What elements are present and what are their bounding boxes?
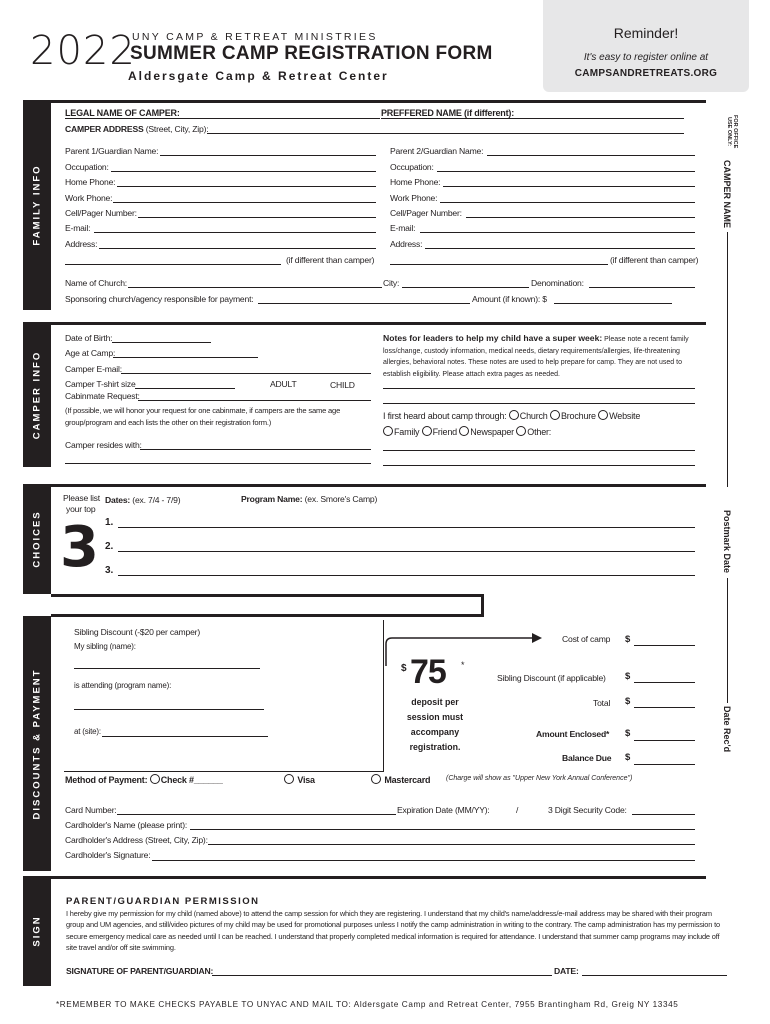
sign-sidebar (23, 876, 51, 986)
heard-row-2 (383, 426, 551, 437)
program-label: Program Name: (241, 494, 303, 504)
p2-work-phone-label: Work Phone: (390, 193, 438, 203)
your-top: your top (66, 504, 96, 514)
deposit-line-4: registration. (409, 742, 461, 752)
age-label: Age at Camp: (65, 348, 116, 358)
p2-home-phone-field[interactable] (443, 186, 695, 187)
radio-visa[interactable] (284, 774, 294, 784)
p1-address-label: Address: (65, 239, 98, 249)
notes-field-1[interactable] (383, 388, 695, 389)
holder-address-label: Cardholder's Address (Street, City, Zip): (65, 835, 208, 845)
choice-3-field[interactable] (118, 575, 695, 576)
sibling-discount-field[interactable] (634, 682, 695, 683)
p1-home-phone-field[interactable] (117, 186, 376, 187)
big-three: 3 (60, 515, 99, 580)
tshirt-adult[interactable]: ADULT (270, 379, 297, 389)
camper-address-label (65, 124, 208, 134)
p1-if-diff: (if different than camper) (286, 255, 375, 265)
resides-field[interactable] (140, 449, 371, 450)
p1-address-field[interactable] (99, 248, 376, 249)
radio-family[interactable] (383, 426, 393, 436)
reminder-box (543, 0, 749, 92)
permission-text: I hereby give my permission for my child (named above) to attend the camp session for which they are registering. I understand that my child's name/address/e-mail address may be shared with their program group and UM agencies, and still/video pictures of my child may be used for promotional purposes unless I notify the camp administration in writing to the contrary. The camp administration has my permission to secure emergency medical care as needed until I can be reached. I understand that properly completed medical information is required for attendance. I understand that summer camp programs may include off site travel and/or off site swimming. (66, 909, 720, 952)
ministry-name: UNY CAMP & RETREAT MINISTRIES (132, 31, 378, 43)
sibling-dollar: $ (625, 671, 631, 682)
heard-other-field[interactable] (383, 450, 695, 451)
sibling-applicable-label: Sibling Discount (if applicable) (497, 673, 606, 683)
deposit-dollar: $ (401, 663, 407, 674)
arrow-line (386, 638, 534, 666)
deposit-asterisk: * (461, 660, 465, 670)
church-field[interactable] (128, 287, 382, 288)
choices-top-rule (51, 484, 706, 487)
holder-sig-field[interactable] (152, 860, 695, 861)
opt-website: Website (609, 411, 641, 421)
camper-sidebar (23, 322, 51, 467)
payment-top-rule (51, 614, 484, 617)
expiration-label: Expiration Date (MM/YY): (397, 805, 490, 815)
preferred-name-field[interactable] (381, 118, 684, 119)
tshirt-child[interactable]: CHILD (330, 380, 355, 390)
family-top-rule (51, 100, 706, 103)
deposit-line-2: session must (406, 712, 464, 722)
payment-section-label: DISCOUNTS & PAYMENT (31, 668, 43, 819)
arrow-head (532, 633, 542, 643)
denomination-field[interactable] (589, 287, 695, 288)
radio-other[interactable] (516, 426, 526, 436)
p1-cell-field[interactable] (138, 217, 376, 218)
dob-field[interactable] (112, 342, 211, 343)
p1-address-field-2[interactable] (65, 264, 281, 265)
p2-address-label: Address: (390, 239, 423, 249)
payment-sidebar (23, 616, 51, 871)
arrow-graphic (384, 628, 549, 668)
p2-if-diff: (if different than camper) (610, 255, 699, 265)
check-label: Check #______ (160, 775, 223, 785)
cost-dollar: $ (625, 634, 631, 645)
opt-friend: Friend (432, 427, 457, 437)
sign-date-label: DATE: (554, 966, 579, 976)
program-header (241, 494, 377, 504)
choices-bottom-rule (51, 594, 481, 597)
radio-brochure[interactable] (550, 410, 560, 420)
choices-sidebar (23, 484, 51, 594)
p1-name-label: Parent 1/Guardian Name: (65, 146, 159, 156)
notes-block (383, 333, 695, 380)
sign-section-label: SIGN (31, 915, 43, 947)
total-label: Total (593, 698, 611, 708)
office-line (727, 232, 728, 487)
center-name: Aldersgate Camp & Retreat Center (128, 69, 389, 83)
age-field[interactable] (113, 357, 258, 358)
footer-note: *REMEMBER TO MAKE CHECKS PAYABLE TO UNYAC AND MAIL TO: Aldersgate Camp and Retreat Center, 7955 Brantingham Rd, Greig NY 13345 (56, 1000, 679, 1009)
please-list: Please list (63, 493, 100, 503)
signature-field[interactable] (212, 975, 552, 976)
p2-occupation-label: Occupation: (390, 162, 434, 172)
opt-church: Church (519, 411, 548, 421)
amount-enclosed-label: Amount Enclosed* (536, 729, 610, 739)
p2-occupation-field[interactable] (437, 171, 695, 172)
balance-due-label: Balance Due (562, 753, 612, 763)
balance-dollar: $ (625, 752, 631, 763)
choice-3-num: 3. (105, 565, 114, 576)
choice-1-num: 1. (105, 517, 114, 528)
dates-label: Dates: (105, 495, 131, 505)
card-number-field[interactable] (117, 814, 396, 815)
mastercard-option (371, 774, 430, 785)
opt-family: Family (394, 427, 420, 437)
dates-example: (ex. 7/4 - 7/9) (132, 495, 181, 505)
opt-newspaper: Newspaper (470, 427, 514, 437)
opt-other: Other: (527, 427, 552, 437)
heard-row-1 (383, 410, 640, 421)
family-sidebar (23, 100, 51, 310)
deposit-line-1: deposit per (411, 697, 459, 707)
holder-address-field[interactable] (208, 844, 695, 845)
legal-name-label: LEGAL NAME OF CAMPER: (65, 108, 180, 118)
holder-name-field[interactable] (190, 829, 695, 830)
program-example: (ex. Smore's Camp) (304, 494, 378, 504)
reminder-subtitle: It's easy to register online at (583, 52, 709, 63)
tshirt-field[interactable] (135, 388, 235, 389)
visa-label: Visa (297, 775, 315, 785)
date-recd-label: Date Rec'd (722, 706, 732, 753)
camper-email-label: Camper E-mail: (65, 364, 122, 374)
dob-label: Date of Birth: (65, 333, 113, 343)
p2-cell-field[interactable] (466, 217, 695, 218)
radio-newspaper[interactable] (459, 426, 469, 436)
sign-date-field[interactable] (582, 975, 727, 976)
church-label: Name of Church: (65, 278, 127, 288)
p1-work-phone-field[interactable] (113, 202, 376, 203)
cost-of-camp-label: Cost of camp (562, 634, 611, 644)
p1-home-phone-label: Home Phone: (65, 177, 116, 187)
tshirt-label: Camper T-shirt size (65, 379, 136, 389)
sponsoring-field[interactable] (258, 303, 470, 304)
opt-brochure: Brochure (560, 411, 596, 421)
choice-1-field[interactable] (118, 527, 695, 528)
sibling-program-field[interactable] (74, 709, 264, 710)
camper-name-label: CAMPER NAME (722, 160, 732, 229)
signature-label: SIGNATURE OF PARENT/GUARDIAN: (66, 966, 214, 976)
camper-address-hint: (Street, City, Zip): (145, 124, 209, 134)
camper-email-field[interactable] (121, 373, 371, 374)
expiration-slash: / (516, 805, 519, 815)
p2-address-field[interactable] (425, 248, 695, 249)
notes-title: Notes for leaders to help my child have a super week: (383, 333, 603, 343)
radio-check[interactable] (150, 774, 160, 784)
deposit-line-3: accompany (410, 727, 460, 737)
radio-mastercard[interactable] (371, 774, 381, 784)
amount-label: Amount (if known): $ (472, 294, 547, 304)
city-label: City: (383, 278, 400, 288)
p2-name-label: Parent 2/Guardian Name: (390, 146, 484, 156)
form-year: 2022 (30, 28, 136, 74)
charge-note: (Charge will show as "Upper New York Annual Conference") (446, 775, 633, 782)
choices-bottom-tick (481, 594, 484, 614)
notes-text: Please note a recent family loss/change, custody information, medical needs, dietary requirements/allergies, life-threatening allergies, behavioral notes. These notes are used to help prepare for camp. They are not used to establish eligibility. Please attach extra pages as needed. (383, 336, 689, 378)
form-title: SUMMER CAMP REGISTRATION FORM (130, 43, 493, 64)
at-site-label: at (site): (74, 727, 101, 736)
radio-church[interactable] (509, 410, 519, 420)
p1-email-label: E-mail: (65, 223, 91, 233)
legal-name-field[interactable] (65, 118, 380, 119)
total-dollar: $ (625, 696, 631, 707)
camper-section-label: CAMPER INFO (31, 350, 43, 439)
method-row (65, 774, 223, 785)
city-field[interactable] (402, 287, 529, 288)
p2-email-field[interactable] (420, 232, 695, 233)
p2-name-field[interactable] (487, 155, 695, 156)
office-use-label: FOR OFFICE USE ONLY: (726, 115, 738, 149)
p1-cell-label: Cell/Pager Number: (65, 208, 137, 218)
notes-field-2[interactable] (383, 403, 695, 404)
attending-label: is attending (program name): (74, 681, 172, 690)
permission-title: PARENT/GUARDIAN PERMISSION (66, 896, 260, 907)
p2-cell-label: Cell/Pager Number: (390, 208, 462, 218)
cabinmate-note: (If possible, we will honor your request for one cabinmate, if campers are the same age group/program and each lists the other on their registration form.) (65, 406, 341, 427)
sibling-name-field[interactable] (74, 668, 260, 669)
enclosed-dollar: $ (625, 728, 631, 739)
reminder-url[interactable]: CAMPSANDRETREATS.ORG (574, 68, 718, 79)
p2-work-phone-field[interactable] (440, 202, 695, 203)
security-label: 3 Digit Security Code: (548, 805, 627, 815)
sibling-site-field[interactable] (102, 736, 268, 737)
postmark-label: Postmark Date (722, 510, 732, 574)
family-section-label: FAMILY INFO (31, 164, 43, 246)
choice-2-num: 2. (105, 541, 114, 552)
holder-name-label: Cardholder's Name (please print): (65, 820, 188, 830)
deposit-amount: 75 (410, 653, 446, 691)
p1-occupation-field[interactable] (111, 171, 376, 172)
visa-option (284, 774, 315, 785)
dates-header (105, 495, 180, 505)
p2-home-phone-label: Home Phone: (390, 177, 441, 187)
p1-name-field[interactable] (160, 155, 376, 156)
card-number-label: Card Number: (65, 805, 117, 815)
p2-email-label: E-mail: (390, 223, 416, 233)
cabinmate-field[interactable] (138, 400, 371, 401)
security-field[interactable] (632, 814, 695, 815)
p1-occupation-label: Occupation: (65, 162, 109, 172)
reminder-title: Reminder! (613, 25, 679, 41)
amount-field[interactable] (554, 303, 672, 304)
p1-work-phone-label: Work Phone: (65, 193, 113, 203)
cabinmate-label: Cabinmate Request: (65, 391, 140, 401)
deposit-note (396, 695, 474, 755)
heard-other-field-2[interactable] (383, 465, 695, 466)
balance-due-field[interactable] (634, 764, 695, 765)
radio-website[interactable] (598, 410, 608, 420)
camper-address-field[interactable] (207, 133, 684, 134)
heard-label: I first heard about camp through: (383, 411, 507, 421)
radio-friend[interactable] (422, 426, 432, 436)
sign-top-rule (51, 876, 706, 879)
amount-enclosed-field[interactable] (634, 740, 695, 741)
sibling-discount-label: Sibling Discount (-$20 per camper) (74, 627, 200, 637)
method-label: Method of Payment: (65, 775, 148, 785)
p2-address-field-2[interactable] (390, 264, 608, 265)
mastercard-label: Mastercard (384, 775, 431, 785)
choice-2-field[interactable] (118, 551, 695, 552)
p1-email-field[interactable] (94, 232, 376, 233)
total-field[interactable] (634, 707, 695, 708)
choices-section-label: CHOICES (31, 510, 43, 568)
sponsoring-label: Sponsoring church/agency responsible for payment: (65, 294, 254, 304)
cost-of-camp-field[interactable] (634, 645, 695, 646)
camper-address-title: CAMPER ADDRESS (65, 124, 144, 134)
postmark-line (727, 578, 728, 703)
resides-field-2[interactable] (65, 463, 371, 464)
holder-sig-label: Cardholder's Signature: (65, 850, 151, 860)
resides-label: Camper resides with: (65, 440, 142, 450)
camper-top-rule (51, 322, 706, 325)
preferred-name-label: PREFFERED NAME (if different): (381, 108, 514, 118)
denomination-label: Denomination: (531, 278, 584, 288)
my-sibling-label: My sibling (name): (74, 642, 136, 651)
